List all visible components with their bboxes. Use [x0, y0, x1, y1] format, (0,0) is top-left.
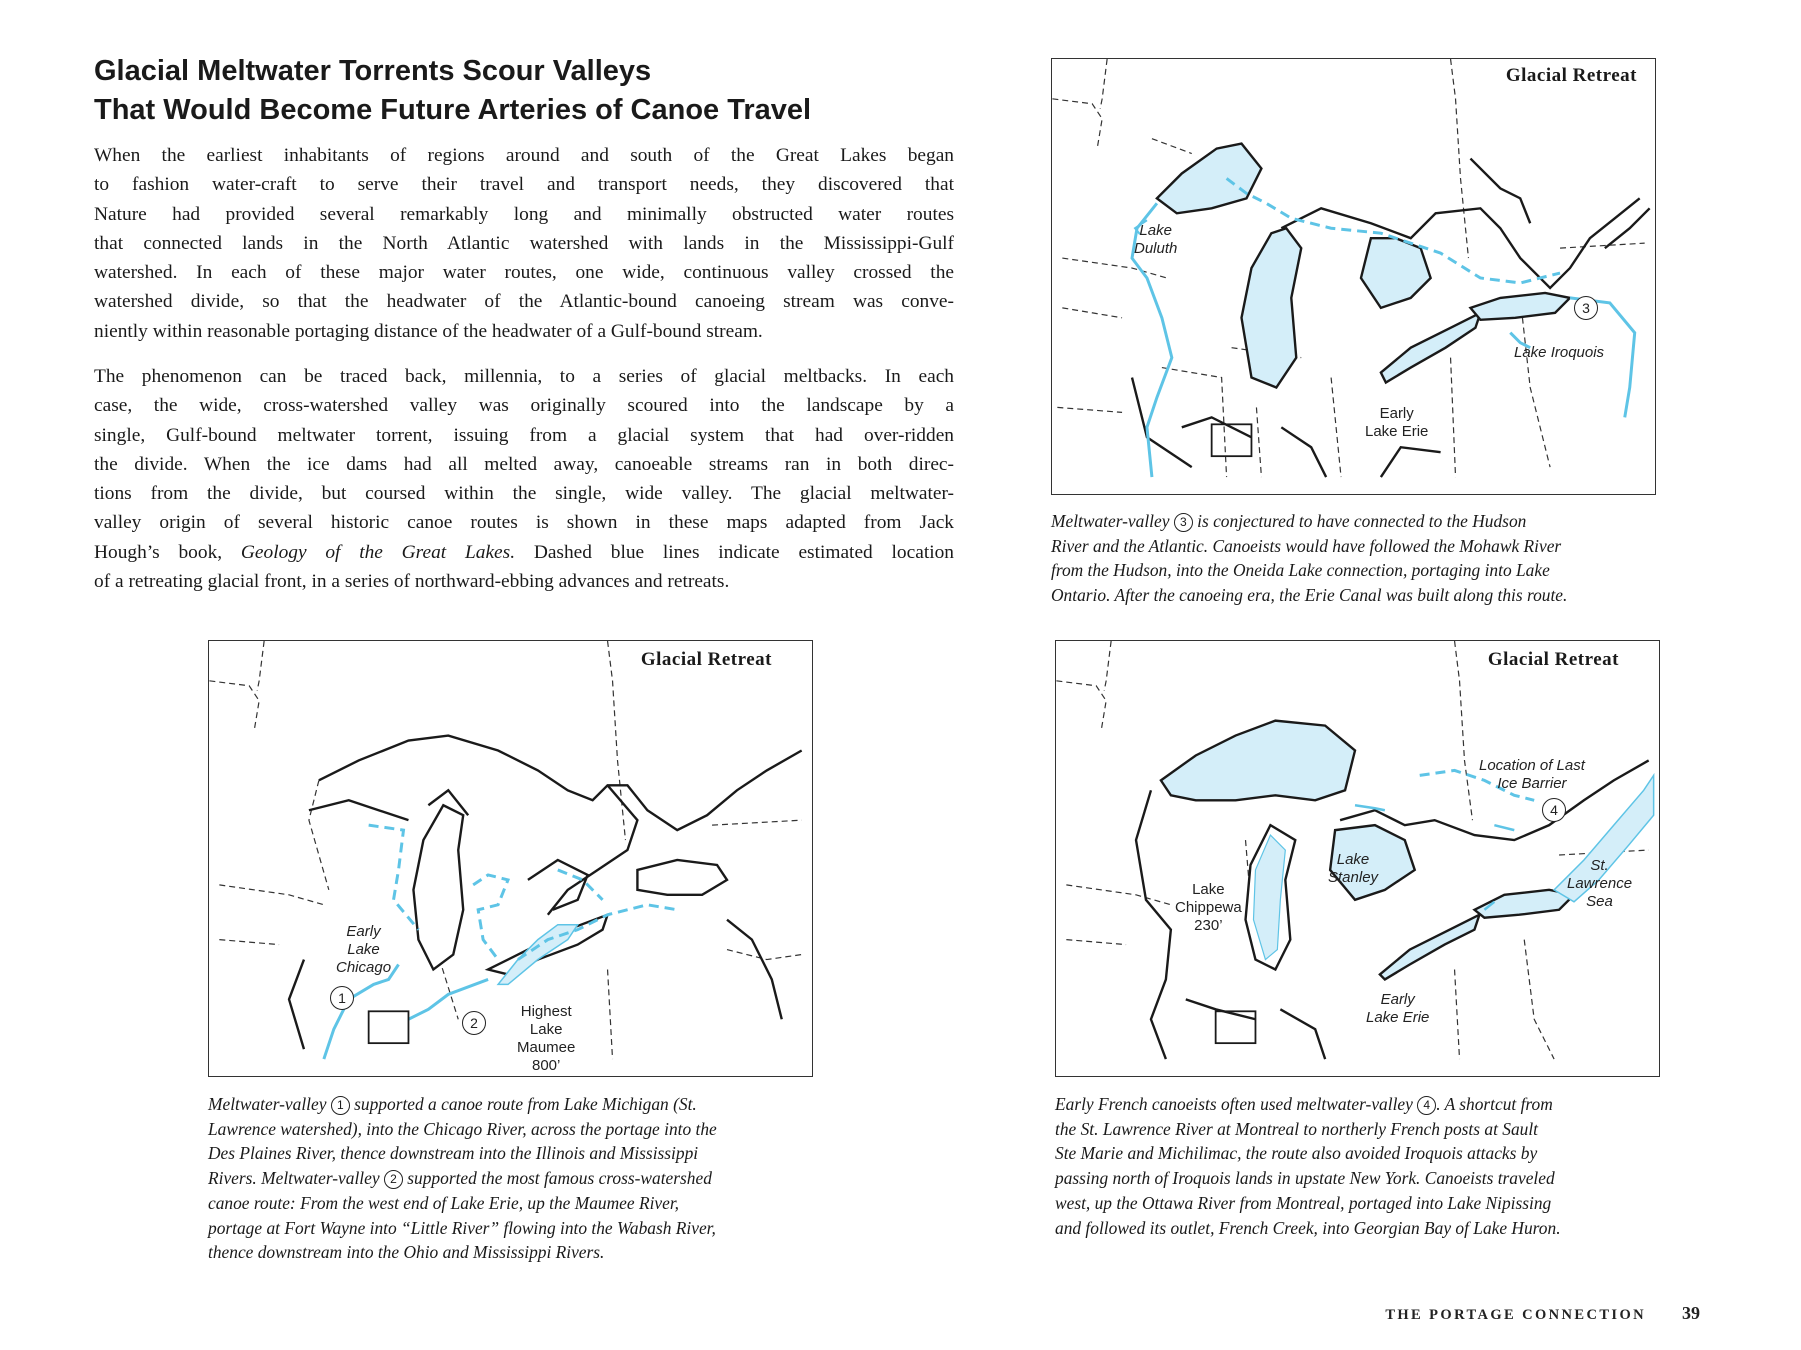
text-line: The phenomenon can be traced back, millennia, to a series of glacial meltbacks. In each — [94, 366, 954, 387]
label-line: Duluth — [1134, 240, 1178, 257]
caption-line — [1055, 1092, 1561, 1117]
caption-fragment: Rivers. Meltwater-valley — [208, 1168, 384, 1189]
map-title: Glacial Retreat — [1487, 649, 1619, 670]
label-line: Ice Barrier — [1497, 775, 1567, 792]
heading-line-2: That Would Become Future Arteries of Canoe Travel — [94, 94, 812, 126]
label-line: Early — [1379, 405, 1414, 422]
text-line: case, the wide, cross-watershed valley was originally scoured into the landscape by a — [94, 395, 954, 417]
caption-line: River and the Atlantic. Canoeists would have followed the Mohawk River — [1051, 535, 1562, 556]
caption-line: west, up the Ottawa River from Montreal, portaged into Lake Nipissing — [1055, 1192, 1552, 1213]
caption-fragment: is conjectured to have connected to the Hudson — [1192, 511, 1527, 531]
running-title: THE PORTAGE CONNECTION — [1385, 1307, 1646, 1323]
text-line: that connected lands in the North Atlantic watershed with lands in the Mississippi-Gulf — [94, 232, 954, 254]
caption-line: portage at Fort Wayne into “Little River” flowing into the Wabash River, — [208, 1217, 716, 1238]
label-line: Lake — [347, 941, 380, 958]
caption-fragment: Meltwater-valley — [208, 1094, 331, 1114]
caption-line: Ste Marie and Michilimac, the route also avoided Iroquois attacks by — [1055, 1143, 1538, 1164]
label-lake-stanley — [1328, 851, 1378, 887]
label-line: 230’ — [1194, 917, 1223, 934]
label-line: Stanley — [1328, 869, 1379, 886]
marker-valley-4: 4 — [1542, 798, 1566, 822]
label-line: Lake — [1192, 881, 1225, 898]
caption-map-3 — [1051, 509, 1567, 608]
text-line: niently within reasonable portaging distance of the headwater of a Gulf-bound stream. — [94, 320, 763, 342]
label-line: 800’ — [532, 1057, 561, 1074]
heading-line-1: Glacial Meltwater Torrents Scour Valleys — [94, 55, 652, 87]
label-line: Lake Erie — [1365, 423, 1429, 440]
caption-fragment: supported the most famous cross-watershed — [402, 1168, 712, 1189]
map-title: Glacial Retreat — [1505, 65, 1637, 86]
caption-fragment: supported a canoe route from Lake Michigan (St. — [349, 1094, 697, 1114]
text-line: valley origin of several historic canoe routes is shown in these maps adapted from Jack — [94, 512, 954, 534]
label-line: Early — [346, 923, 381, 940]
label-line: Lake — [1336, 851, 1370, 868]
label-st-lawrence-sea — [1567, 857, 1632, 911]
body-paragraph-1 — [94, 141, 954, 346]
text-fragment: Hough’s book, — [94, 541, 241, 563]
map-1-2-drawing — [209, 641, 812, 1076]
text-line — [94, 538, 954, 567]
label-last-ice-barrier — [1479, 757, 1585, 793]
caption-line — [208, 1092, 717, 1117]
map-3-drawing — [1052, 59, 1655, 494]
caption-map-1-2 — [208, 1092, 717, 1265]
label-line: Lake — [529, 1021, 563, 1038]
valley-number-4: 4 — [1417, 1096, 1436, 1115]
page-footer — [1300, 1303, 1700, 1324]
label-line: Sea — [1586, 893, 1613, 910]
text-line: to fashion water-craft to serve their travel and transport needs, they discovered that — [94, 174, 954, 196]
text-line: When the earliest inhabitants of regions around and south of the Great Lakes began — [94, 145, 954, 166]
map-meltwater-valley-3 — [1051, 58, 1656, 495]
caption-map-4 — [1055, 1092, 1561, 1240]
label-line: Lawrence — [1567, 875, 1633, 892]
label-early-lake-erie — [1366, 991, 1429, 1027]
page-number: 39 — [1682, 1303, 1700, 1323]
label-early-lake-erie — [1365, 405, 1428, 441]
marker-valley-3: 3 — [1574, 296, 1598, 320]
label-line: Maumee — [517, 1039, 576, 1056]
label-line: Chicago — [336, 959, 392, 976]
caption-fragment: Early French canoeists often used meltwater-valley — [1055, 1094, 1418, 1114]
text-line: of a retreating glacial front, in a series of northward-ebbing advances and retreats. — [94, 571, 730, 593]
caption-line: the St. Lawrence River at Montreal to northerly French posts at Sault — [1055, 1118, 1539, 1139]
caption-line: Lawrence watershed), into the Chicago River, across the portage into the — [208, 1118, 717, 1139]
body-paragraph-2 — [94, 362, 954, 596]
map-meltwater-valley-4 — [1055, 640, 1660, 1077]
caption-line: passing north of Iroquois lands in upstate New York. Canoeists traveled — [1055, 1168, 1555, 1189]
marker-valley-2: 2 — [462, 1011, 486, 1035]
label-lake-duluth — [1134, 222, 1177, 258]
label-highest-lake-maumee — [517, 1003, 575, 1075]
label-line: Lake — [1139, 222, 1172, 239]
caption-line: canoe route: From the west end of Lake Erie, up the Maumee River, — [208, 1192, 680, 1213]
caption-line: thence downstream into the Ohio and Mississippi Rivers. — [208, 1242, 605, 1263]
map-meltwater-valleys-1-2 — [208, 640, 813, 1077]
caption-line: from the Hudson, into the Oneida Lake connection, portaging into Lake — [1051, 560, 1550, 581]
label-line: Early — [1380, 991, 1415, 1008]
label-line: Lake Erie — [1366, 1009, 1430, 1026]
caption-line: Des Plaines River, thence downstream into the Illinois and Mississippi — [208, 1143, 699, 1164]
caption-line — [208, 1166, 717, 1191]
text-fragment: Dashed blue lines indicate estimated location — [515, 541, 954, 563]
text-line: tions from the divide, but coursed within the single, wide valley. The glacial meltwater- — [94, 483, 954, 505]
text-line: the divide. When the ice dams had all melted away, canoeable streams ran in both direc- — [94, 453, 954, 475]
caption-line — [1051, 509, 1567, 534]
valley-number-2: 2 — [384, 1170, 403, 1189]
caption-fragment: . A shortcut from — [1436, 1094, 1553, 1114]
label-lake-iroquois: Lake Iroquois — [1514, 344, 1605, 361]
caption-fragment: Meltwater-valley — [1051, 511, 1174, 531]
book-title: Geology of the Great Lakes. — [240, 541, 516, 563]
valley-number-3: 3 — [1174, 513, 1193, 532]
label-line: Chippewa — [1175, 899, 1242, 916]
label-line: Highest — [520, 1003, 572, 1020]
label-line: Location of Last — [1479, 757, 1585, 774]
text-line: Nature had provided several remarkably long and minimally obstructed water routes — [94, 203, 954, 225]
marker-valley-1: 1 — [330, 986, 354, 1010]
text-line: watershed. In each of these major water routes, one wide, continuous valley crossed the — [94, 262, 954, 284]
valley-number-1: 1 — [331, 1096, 350, 1115]
label-early-lake-chicago — [336, 923, 391, 977]
text-line: watershed divide, so that the headwater of the Atlantic-bound canoeing stream was conve- — [94, 291, 954, 313]
caption-line: Ontario. After the canoeing era, the Erie Canal was built along this route. — [1051, 585, 1568, 606]
map-title: Glacial Retreat — [640, 649, 772, 670]
label-lake-chippewa — [1175, 881, 1242, 935]
page-heading — [94, 52, 954, 130]
label-line: St. — [1590, 857, 1609, 874]
caption-line: and followed its outlet, French Creek, into Georgian Bay of Lake Huron. — [1055, 1217, 1561, 1238]
text-line: single, Gulf-bound meltwater torrent, issuing from a glacial system that had over-ridden — [94, 424, 954, 446]
